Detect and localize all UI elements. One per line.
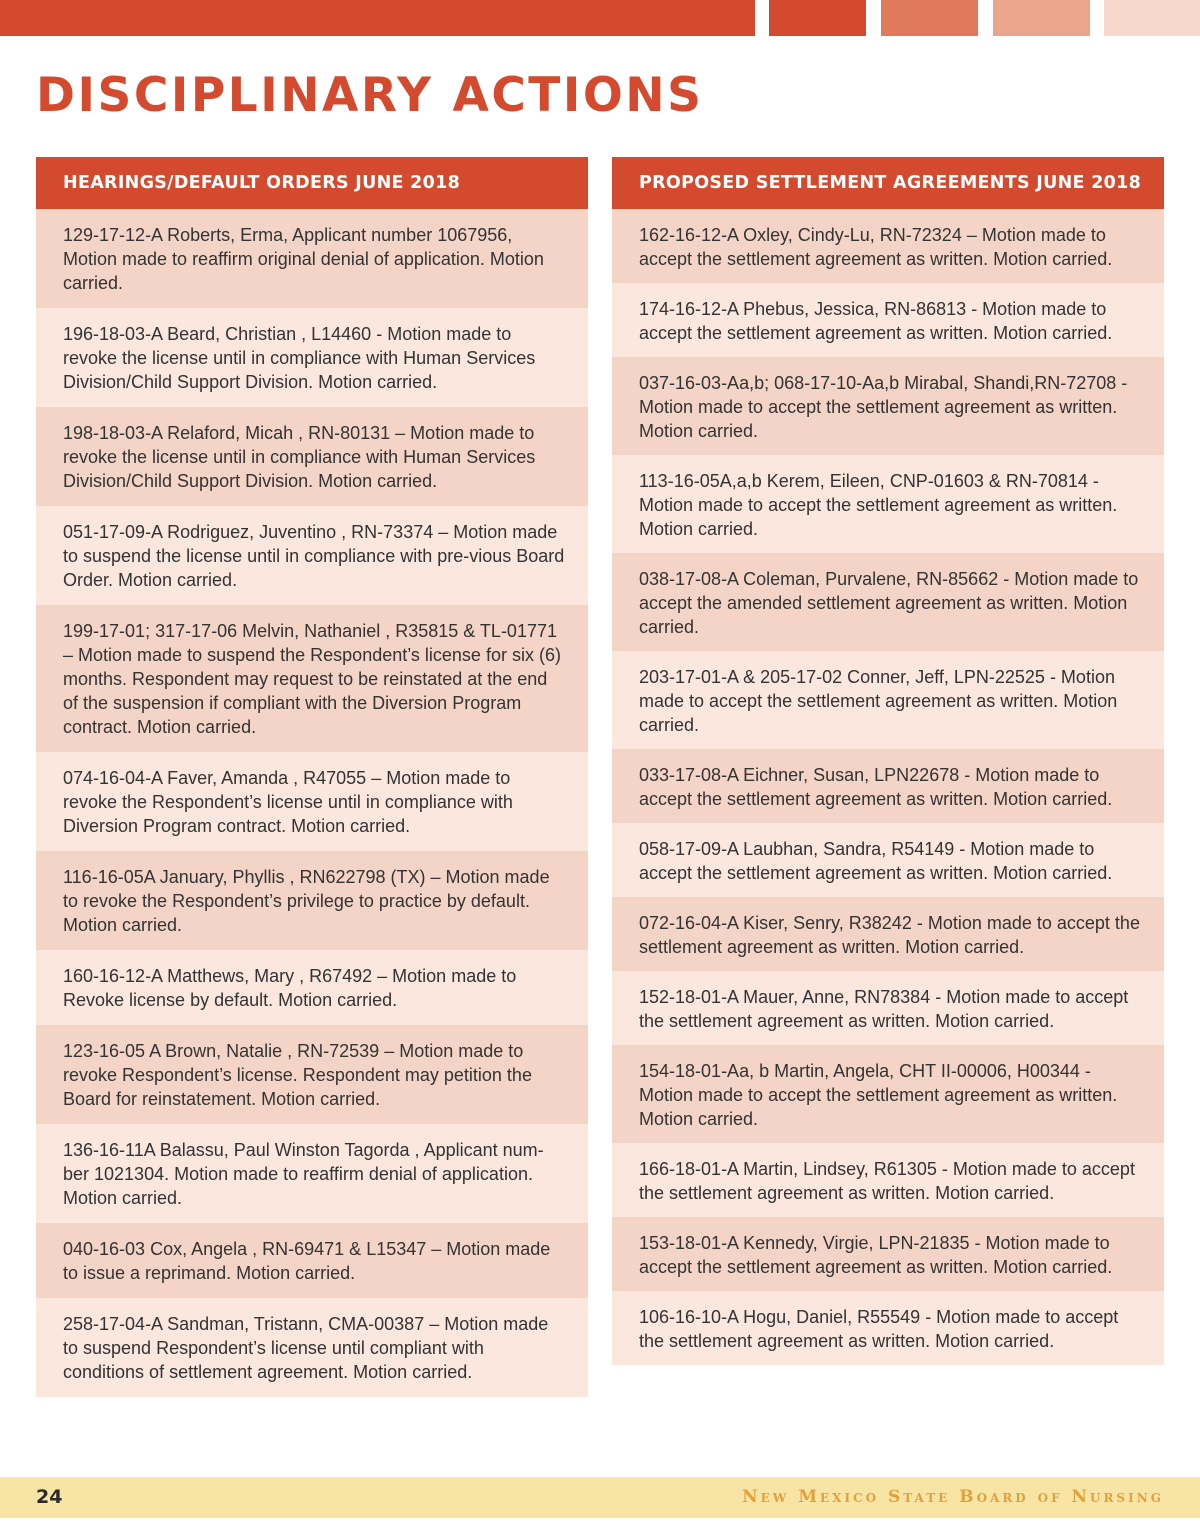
- settlements-list: [612, 209, 1164, 1365]
- action-entry: 116-16-05A January, Phyllis , RN622798 (TX) – Motion made to revoke the Respondent’s privilege to practice by default. Motion carried.: [36, 851, 588, 950]
- action-entry: 162-16-12-A Oxley, Cindy-Lu, RN-72324 – Motion made to accept the settlement agreement as written. Motion carried.: [612, 209, 1164, 283]
- action-entry: 199-17-01; 317-17-06 Melvin, Nathaniel , R35815 & TL-01771 – Motion made to suspend the Respondent’s license for six (6) months. Respondent may request to be reinstated at the end of the suspension if compliant with the Diversion Program contract. Motion carried.: [36, 605, 588, 752]
- hearings-header: HEARINGS/DEFAULT ORDERS JUNE 2018: [36, 157, 588, 209]
- action-entry: 051-17-09-A Rodriguez, Juventino , RN-73374 – Motion made to suspend the license until in compliance with pre-vious Board Order. Motion carried.: [36, 506, 588, 605]
- action-entry: 136-16-11A Balassu, Paul Winston Tagorda , Applicant num-ber 1021304. Motion made to reaffirm denial of application. Motion carried.: [36, 1124, 588, 1223]
- action-entry: 072-16-04-A Kiser, Senry, R38242 - Motion made to accept the settlement agreement as written. Motion carried.: [612, 897, 1164, 971]
- action-entry: 154-18-01-Aa, b Martin, Angela, CHT II-00006, H00344 - Motion made to accept the settlement agreement as written. Motion carried.: [612, 1045, 1164, 1143]
- action-entry: 129-17-12-A Roberts, Erma, Applicant number 1067956, Motion made to reaffirm original denial of application. Motion carried.: [36, 209, 588, 308]
- hearings-column: [36, 157, 588, 1397]
- action-entry: 166-18-01-A Martin, Lindsey, R61305 - Motion made to accept the settlement agreement as written. Motion carried.: [612, 1143, 1164, 1217]
- page-title: DISCIPLINARY ACTIONS: [36, 68, 704, 123]
- action-entry: 152-18-01-A Mauer, Anne, RN78384 - Motion made to accept the settlement agreement as written. Motion carried.: [612, 971, 1164, 1045]
- top-color-block: [881, 0, 978, 36]
- top-color-block: [1104, 0, 1200, 36]
- settlements-header: PROPOSED SETTLEMENT AGREEMENTS JUNE 2018: [612, 157, 1164, 209]
- action-entry: 033-17-08-A Eichner, Susan, LPN22678 - Motion made to accept the settlement agreement as written. Motion carried.: [612, 749, 1164, 823]
- action-entry: 160-16-12-A Matthews, Mary , R67492 – Motion made to Revoke license by default. Motion carried.: [36, 950, 588, 1025]
- page-number: 24: [36, 1486, 63, 1508]
- action-entry: 258-17-04-A Sandman, Tristann, CMA-00387 – Motion made to suspend Respondent’s license until compliant with conditions of settlement agreement. Motion carried.: [36, 1298, 588, 1397]
- top-color-block: [769, 0, 866, 36]
- action-entry: 113-16-05A,a,b Kerem, Eileen, CNP-01603 & RN-70814 - Motion made to accept the settlement agreement as written. Motion carried.: [612, 455, 1164, 553]
- action-entry: 196-18-03-A Beard, Christian , L14460 - Motion made to revoke the license until in compliance with Human Services Division/Child Support Division. Motion carried.: [36, 308, 588, 407]
- publication-name: New Mexico State Board of Nursing: [742, 1487, 1164, 1507]
- top-color-bar: [0, 0, 755, 36]
- action-entry: 038-17-08-A Coleman, Purvalene, RN-85662 - Motion made to accept the amended settlement agreement as written. Motion carried.: [612, 553, 1164, 651]
- hearings-list: [36, 209, 588, 1397]
- top-color-block: [993, 0, 1090, 36]
- page-footer: [0, 1477, 1200, 1518]
- action-entry: 037-16-03-Aa,b; 068-17-10-Aa,b Mirabal, Shandi,RN-72708 - Motion made to accept the settlement agreement as written. Motion carried.: [612, 357, 1164, 455]
- action-entry: 123-16-05 A Brown, Natalie , RN-72539 – Motion made to revoke Respondent’s license. Respondent may petition the Board for reinstatement. Motion carried.: [36, 1025, 588, 1124]
- action-entry: 040-16-03 Cox, Angela , RN-69471 & L15347 – Motion made to issue a reprimand. Motion carried.: [36, 1223, 588, 1298]
- action-entry: 074-16-04-A Faver, Amanda , R47055 – Motion made to revoke the Respondent’s license until in compliance with Diversion Program contract. Motion carried.: [36, 752, 588, 851]
- action-entry: 198-18-03-A Relaford, Micah , RN-80131 – Motion made to revoke the license until in compliance with Human Services Division/Child Support Division. Motion carried.: [36, 407, 588, 506]
- action-entry: 106-16-10-A Hogu, Daniel, R55549 - Motion made to accept the settlement agreement as written. Motion carried.: [612, 1291, 1164, 1365]
- settlements-column: [612, 157, 1164, 1365]
- action-entry: 203-17-01-A & 205-17-02 Conner, Jeff, LPN-22525 - Motion made to accept the settlement agreement as written. Motion carried.: [612, 651, 1164, 749]
- action-entry: 174-16-12-A Phebus, Jessica, RN-86813 - Motion made to accept the settlement agreement as written. Motion carried.: [612, 283, 1164, 357]
- action-entry: 058-17-09-A Laubhan, Sandra, R54149 - Motion made to accept the settlement agreement as written. Motion carried.: [612, 823, 1164, 897]
- action-entry: 153-18-01-A Kennedy, Virgie, LPN-21835 - Motion made to accept the settlement agreement as written. Motion carried.: [612, 1217, 1164, 1291]
